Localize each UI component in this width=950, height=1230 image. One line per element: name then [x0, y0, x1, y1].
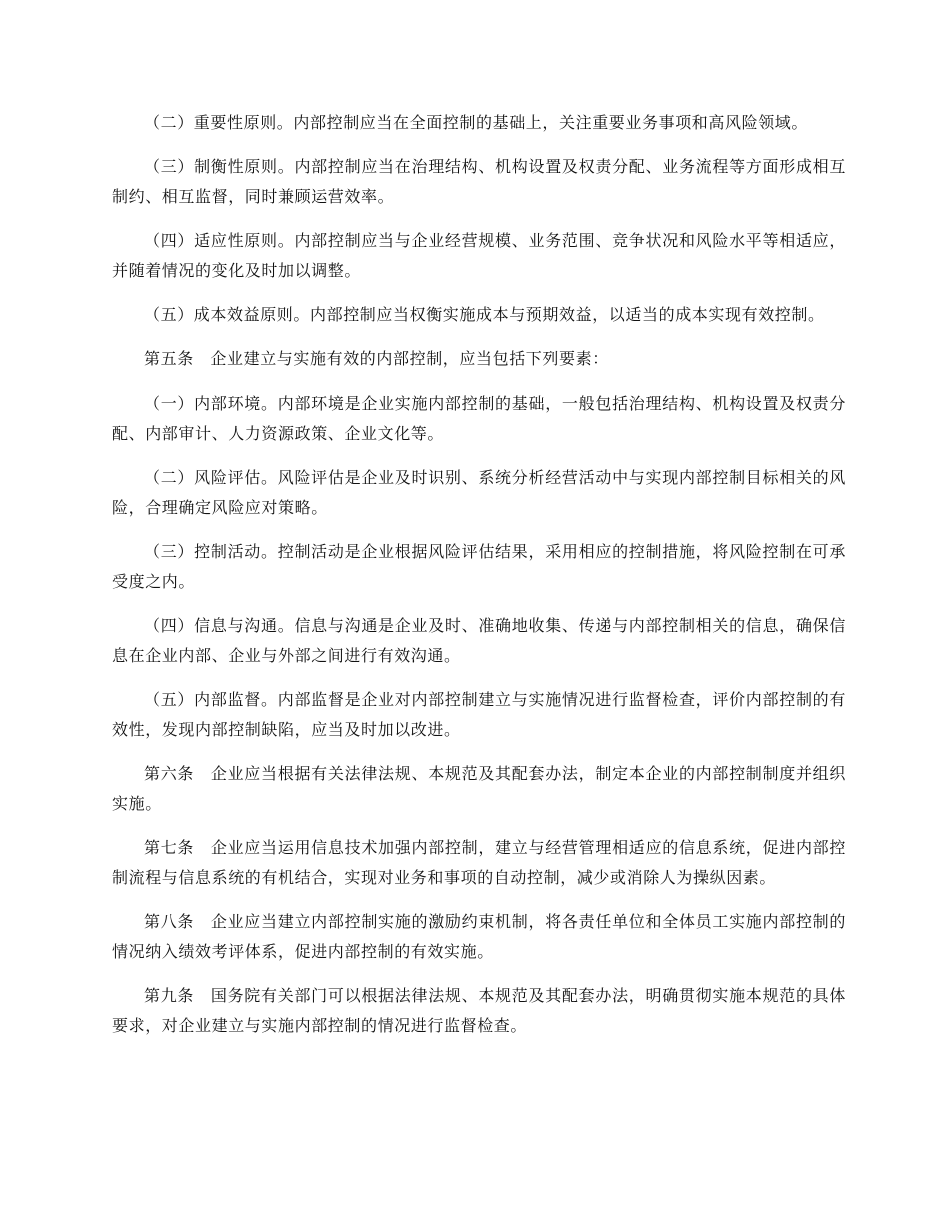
paragraph-element-environment: （一）内部环境。内部环境是企业实施内部控制的基础，一般包括治理结构、机构设置及权责分配、内部审计、人力资源政策、企业文化等。 — [112, 394, 846, 443]
paragraph-article-5: 第五条 企业建立与实施有效的内部控制，应当包括下列要素： — [144, 349, 609, 368]
paragraph-element-monitoring: （五）内部监督。内部监督是企业对内部控制建立与实施情况进行监督检查，评价内部控制的有效性，发现内部控制缺陷，应当及时加以改进。 — [112, 690, 846, 739]
paragraph-article-7: 第七条 企业应当运用信息技术加强内部控制，建立与经营管理相适应的信息系统，促进内部控制流程与信息系统的有机结合，实现对业务和事项的自动控制，减少或消除人为操纵因素。 — [112, 838, 846, 887]
paragraph-principle-checks: （三）制衡性原则。内部控制应当在治理结构、机构设置及权责分配、业务流程等方面形成相互制约、相互监督，同时兼顾运营效率。 — [112, 157, 846, 206]
paragraph-principle-adaptability: （四）适应性原则。内部控制应当与企业经营规模、业务范围、竞争状况和风险水平等相适应，并随着情况的变化及时加以调整。 — [112, 231, 846, 280]
paragraph-principle-importance: （二）重要性原则。内部控制应当在全面控制的基础上，关注重要业务事项和高风险领域。 — [144, 113, 809, 132]
paragraph-article-9: 第九条 国务院有关部门可以根据法律法规、本规范及其配套办法，明确贯彻实施本规范的具体要求，对企业建立与实施内部控制的情况进行监督检查。 — [112, 986, 846, 1035]
paragraph-element-information: （四）信息与沟通。信息与沟通是企业及时、准确地收集、传递与内部控制相关的信息，确保信息在企业内部、企业与外部之间进行有效沟通。 — [112, 616, 846, 665]
paragraph-article-8: 第八条 企业应当建立内部控制实施的激励约束机制，将各责任单位和全体员工实施内部控制的情况纳入绩效考评体系，促进内部控制的有效实施。 — [112, 912, 846, 961]
paragraph-element-risk-assessment: （二）风险评估。风险评估是企业及时识别、系统分析经营活动中与实现内部控制目标相关的风险，合理确定风险应对策略。 — [112, 468, 846, 517]
paragraph-article-6: 第六条 企业应当根据有关法律法规、本规范及其配套办法，制定本企业的内部控制制度并组织实施。 — [112, 764, 846, 813]
paragraph-principle-cost-benefit: （五）成本效益原则。内部控制应当权衡实施成本与预期效益，以适当的成本实现有效控制。 — [144, 305, 825, 324]
paragraph-element-control-activities: （三）控制活动。控制活动是企业根据风险评估结果，采用相应的控制措施，将风险控制在可承受度之内。 — [112, 542, 846, 591]
